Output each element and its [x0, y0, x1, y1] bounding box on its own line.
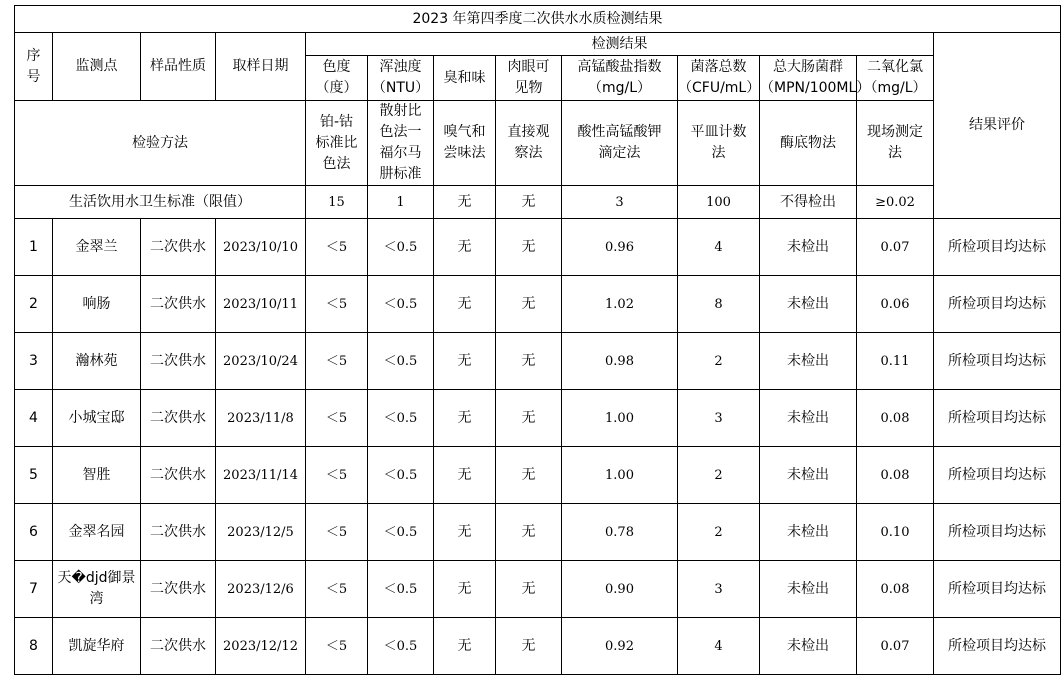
row-evaluation: 所检项目均达标 — [934, 618, 1061, 675]
row-site: 天�djd御景湾 — [53, 561, 141, 618]
row-turbidity: ＜0.5 — [368, 333, 434, 390]
method-color: 铂-钴 标准比 色法 — [306, 101, 368, 186]
row-permanganate: 0.90 — [562, 561, 678, 618]
row-nature: 二次供水 — [141, 219, 216, 276]
row-coliform: 未检出 — [760, 618, 857, 675]
row-nature: 二次供水 — [141, 504, 216, 561]
row-colony: 3 — [678, 390, 760, 447]
method-chlorine: 现场测定 法 — [857, 101, 934, 186]
row-visible: 无 — [496, 333, 562, 390]
row-seq: 5 — [15, 447, 53, 504]
row-visible: 无 — [496, 219, 562, 276]
header-nature: 样品性质 — [141, 33, 216, 101]
row-visible: 无 — [496, 390, 562, 447]
method-permanganate: 酸性高锰酸钾 滴定法 — [562, 101, 678, 186]
row-evaluation: 所检项目均达标 — [934, 276, 1061, 333]
row-color: ＜5 — [306, 333, 368, 390]
row-color: ＜5 — [306, 219, 368, 276]
row-site: 金翠名园 — [53, 504, 141, 561]
row-chlorine: 0.10 — [857, 504, 934, 561]
row-nature: 二次供水 — [141, 333, 216, 390]
row-coliform: 未检出 — [760, 276, 857, 333]
table-row — [15, 561, 1061, 618]
row-color: ＜5 — [306, 504, 368, 561]
param-chlorine: 二氧化氯 （mg/L） — [857, 56, 934, 101]
row-odor: 无 — [434, 447, 496, 504]
header-evaluation: 结果评价 — [934, 33, 1061, 219]
limit-odor: 无 — [434, 186, 496, 219]
table-row — [15, 276, 1061, 333]
row-seq: 1 — [15, 219, 53, 276]
row-permanganate: 0.98 — [562, 333, 678, 390]
limit-chlorine: ≥0.02 — [857, 186, 934, 219]
method-odor: 嗅气和 尝味法 — [434, 101, 496, 186]
data-rows — [15, 219, 1061, 675]
row-turbidity: ＜0.5 — [368, 276, 434, 333]
row-visible: 无 — [496, 618, 562, 675]
header-date: 取样日期 — [216, 33, 306, 101]
row-turbidity: ＜0.5 — [368, 561, 434, 618]
row-chlorine: 0.07 — [857, 219, 934, 276]
header-site: 监测点 — [53, 33, 141, 101]
limit-label: 生活饮用水卫生标准（限值） — [15, 186, 306, 219]
limit-color: 15 — [306, 186, 368, 219]
row-coliform: 未检出 — [760, 504, 857, 561]
row-turbidity: ＜0.5 — [368, 618, 434, 675]
limit-permanganate: 3 — [562, 186, 678, 219]
table-row — [15, 618, 1061, 675]
row-colony: 4 — [678, 618, 760, 675]
row-chlorine: 0.08 — [857, 561, 934, 618]
row-coliform: 未检出 — [760, 333, 857, 390]
param-odor: 臭和味 — [434, 56, 496, 101]
row-odor: 无 — [434, 504, 496, 561]
row-chlorine: 0.06 — [857, 276, 934, 333]
row-colony: 2 — [678, 447, 760, 504]
row-seq: 4 — [15, 390, 53, 447]
method-label: 检验方法 — [15, 101, 306, 186]
row-date: 2023/10/24 — [216, 333, 306, 390]
table-title: 2023 年第四季度二次供水水质检测结果 — [15, 6, 1061, 33]
limit-coliform: 不得检出 — [760, 186, 857, 219]
row-colony: 2 — [678, 504, 760, 561]
table-row — [15, 333, 1061, 390]
row-color: ＜5 — [306, 618, 368, 675]
row-evaluation: 所检项目均达标 — [934, 504, 1061, 561]
row-chlorine: 0.11 — [857, 333, 934, 390]
row-date: 2023/12/12 — [216, 618, 306, 675]
row-evaluation: 所检项目均达标 — [934, 219, 1061, 276]
method-visible: 直接观 察法 — [496, 101, 562, 186]
row-date: 2023/10/10 — [216, 219, 306, 276]
header-results-group: 检测结果 — [306, 33, 934, 56]
limit-colony: 100 — [678, 186, 760, 219]
row-nature: 二次供水 — [141, 561, 216, 618]
table-row — [15, 390, 1061, 447]
row-coliform: 未检出 — [760, 561, 857, 618]
param-coliform: 总大肠菌群 （MPN/100ML） — [760, 56, 857, 101]
param-visible: 肉眼可 见物 — [496, 56, 562, 101]
row-site: 凯旋华府 — [53, 618, 141, 675]
row-date: 2023/11/14 — [216, 447, 306, 504]
water-quality-table — [14, 5, 1061, 675]
row-chlorine: 0.07 — [857, 618, 934, 675]
param-colony: 菌落总数 （CFU/mL） — [678, 56, 760, 101]
row-coliform: 未检出 — [760, 447, 857, 504]
table-row — [15, 219, 1061, 276]
row-color: ＜5 — [306, 276, 368, 333]
row-colony: 3 — [678, 561, 760, 618]
row-coliform: 未检出 — [760, 390, 857, 447]
table-row — [15, 447, 1061, 504]
param-turbidity: 浑浊度 （NTU） — [368, 56, 434, 101]
row-nature: 二次供水 — [141, 276, 216, 333]
row-site: 小城宝邸 — [53, 390, 141, 447]
row-odor: 无 — [434, 390, 496, 447]
method-turbidity: 散射比 色法一 福尔马 肼标准 — [368, 101, 434, 186]
header-seq: 序 号 — [15, 33, 53, 101]
row-site: 响肠 — [53, 276, 141, 333]
row-site: 金翠兰 — [53, 219, 141, 276]
row-site: 智胜 — [53, 447, 141, 504]
limit-turbidity: 1 — [368, 186, 434, 219]
row-seq: 2 — [15, 276, 53, 333]
row-permanganate: 1.00 — [562, 390, 678, 447]
row-odor: 无 — [434, 618, 496, 675]
row-date: 2023/10/11 — [216, 276, 306, 333]
row-colony: 2 — [678, 333, 760, 390]
row-chlorine: 0.08 — [857, 447, 934, 504]
row-visible: 无 — [496, 504, 562, 561]
row-evaluation: 所检项目均达标 — [934, 447, 1061, 504]
row-seq: 3 — [15, 333, 53, 390]
row-visible: 无 — [496, 447, 562, 504]
row-turbidity: ＜0.5 — [368, 504, 434, 561]
row-visible: 无 — [496, 276, 562, 333]
row-evaluation: 所检项目均达标 — [934, 333, 1061, 390]
row-nature: 二次供水 — [141, 447, 216, 504]
row-chlorine: 0.08 — [857, 390, 934, 447]
row-coliform: 未检出 — [760, 219, 857, 276]
row-permanganate: 0.78 — [562, 504, 678, 561]
row-nature: 二次供水 — [141, 390, 216, 447]
row-color: ＜5 — [306, 561, 368, 618]
limit-visible: 无 — [496, 186, 562, 219]
row-odor: 无 — [434, 276, 496, 333]
param-permanganate: 高锰酸盐指数 （mg/L） — [562, 56, 678, 101]
row-turbidity: ＜0.5 — [368, 390, 434, 447]
row-turbidity: ＜0.5 — [368, 447, 434, 504]
table-row — [15, 504, 1061, 561]
row-odor: 无 — [434, 561, 496, 618]
row-seq: 6 — [15, 504, 53, 561]
row-visible: 无 — [496, 561, 562, 618]
row-date: 2023/12/5 — [216, 504, 306, 561]
row-permanganate: 1.02 — [562, 276, 678, 333]
row-color: ＜5 — [306, 390, 368, 447]
row-colony: 8 — [678, 276, 760, 333]
method-coliform: 酶底物法 — [760, 101, 857, 186]
row-odor: 无 — [434, 333, 496, 390]
row-nature: 二次供水 — [141, 618, 216, 675]
row-seq: 7 — [15, 561, 53, 618]
row-site: 瀚林苑 — [53, 333, 141, 390]
row-colony: 4 — [678, 219, 760, 276]
row-evaluation: 所检项目均达标 — [934, 561, 1061, 618]
row-color: ＜5 — [306, 447, 368, 504]
row-date: 2023/12/6 — [216, 561, 306, 618]
row-seq: 8 — [15, 618, 53, 675]
row-odor: 无 — [434, 219, 496, 276]
row-evaluation: 所检项目均达标 — [934, 390, 1061, 447]
row-permanganate: 0.96 — [562, 219, 678, 276]
param-color: 色度 （度） — [306, 56, 368, 101]
row-permanganate: 1.00 — [562, 447, 678, 504]
method-colony: 平皿计数 法 — [678, 101, 760, 186]
row-turbidity: ＜0.5 — [368, 219, 434, 276]
row-date: 2023/11/8 — [216, 390, 306, 447]
row-permanganate: 0.92 — [562, 618, 678, 675]
